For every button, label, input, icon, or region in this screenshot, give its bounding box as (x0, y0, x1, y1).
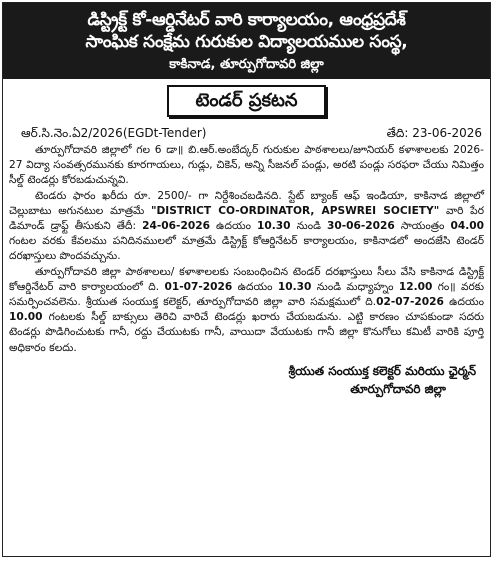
tender-notice (2, 2, 491, 557)
title-area (3, 79, 490, 117)
submission-noon-text: నుండి మధ్యాహ్నం (311, 280, 399, 293)
signatory-title: శ్రీయుత సంయుక్త కలెక్టర్ మరియు ఛైర్మన్ (288, 363, 476, 378)
opening-morning-text: ఉదయం (443, 296, 484, 309)
reference-line (3, 117, 490, 141)
submission-date: 01-07-2026 (164, 280, 233, 293)
opening-time: 10.00 (9, 311, 43, 324)
signatory-district: తూర్పుగోదావరి జిల్లా (350, 381, 446, 396)
payee-name: "DISTRICT CO-ORDINATOR, APSWREI SOCIETY" (150, 204, 440, 217)
submission-morning-text: ఉదయం (232, 280, 278, 293)
office-header (3, 3, 490, 79)
sale-end-date: 30-06-2026 (327, 220, 395, 233)
opening-date: 02-07-2026 (376, 296, 444, 309)
paragraph-form-purchase (9, 189, 484, 265)
submission-text: తూర్పుగోదావరి జిల్లా పాఠశాలలు/ కళాశాలలకు సంబంధించిన టెండర్ దరఖాస్తులు సీలు వేసి కాకినాడ డిస్ట్రిక్ట్ కోఆర్డినేటర్ వారి కార్యాలయంలో ది. (9, 265, 484, 293)
notice-date: తేది: 23-06-2026 (386, 126, 482, 140)
form-cost-text: టెండరు ఫారం ఖరీదు రూ. 2500/- గా నిర్దేశించబడినది. స్టేట్ బ్యాంక్ ఆఫ్ ఇండియా, కాకినాడ జిల్లాలో చెల్లుబాటు అగునటుల మాత్రమే (9, 189, 484, 217)
office-location: కాకినాడ, తూర్పుగోదావరి జిల్లా (169, 57, 324, 72)
office-collection-text: గంటల వరకు కేవలము పనిదినములలో మాత్రమే డిస్ట్రిక్ట్ కోఆర్డినేటర్ కార్యాలయం, కాకినాడలో అందజేసి టెండర్ దరఖాస్తులు పొందవచ్చును. (9, 235, 484, 263)
notice-body (3, 141, 490, 356)
office-name-line1: డిస్ట్రిక్ట్ కో-ఆర్డినేటర్ వారి కార్యాలయం, ఆంధ్రప్రదేశ్ (87, 10, 406, 30)
paragraph-tender-call: తూర్పుగోదావరి జిల్లాలో గల 6 డా॥ బి.ఆర్.అంబేద్కర్ గురుకుల పాఠశాలలు/జూనియర్ కళాశాలలకు 2026-27 విద్యా సంవత్సరమునకు కూరగాయలు, గుడ్లు, చికెన్, అన్ని సీజనల్ పండ్లు, అరటి పండ్లు సరఫరా చేయు నిమిత్తం సీల్డ్ టెండర్లు కోరబడుచున్నవి. (9, 144, 484, 187)
reference-number: ఆర్.సి.నెం.ఏ2/2026(EGDt-Tender) (21, 126, 207, 140)
evening-text: సాయంత్రం (394, 220, 451, 233)
sale-start-date: 24-06-2026 (142, 220, 210, 233)
sale-start-time: 10.30 (257, 220, 291, 233)
office-name-line2: సాంఘిక సంక్షేమ గురుకుల విద్యాలయముల సంస్థ, (85, 32, 408, 52)
sale-end-time: 04.00 (450, 220, 484, 233)
from-text: నుండి (290, 220, 328, 233)
paragraph-submission (9, 265, 484, 356)
dd-text: వారి పేర డిమాండ్ డ్రాఫ్ట్ తీసుకుని తేదీ: (9, 204, 484, 233)
submission-end-time: 12.00 (398, 280, 433, 293)
signature-block (3, 356, 490, 398)
collector-presence-text: గం॥ వరకు సమర్పించవలెను. శ్రీయుత సంయుక్త కలెక్టర్, తూర్పుగోదావరి జిల్లా వారి సమక్షములో ది. (9, 280, 484, 309)
committee-authority-text: గంటలకు సీల్డ్ బాక్సులు తెరిచి వారిచే టెండర్లు ఖరారు చేయబడును. ఎట్టి కారణం చూపకుండా సదరు టెండర్లు పొడిగించుటకు గానీ, రద్దు చేయుటకు గానీ, వాయిదా వేయుటకు గానీ జిల్లా కొనుగోలు కమిటీ వారికి పూర్తి అధికారం కలదు. (9, 311, 484, 354)
notice-title: టెండర్ ప్రకటన (167, 85, 325, 117)
morning-text: ఉదయం (209, 220, 258, 233)
submission-start-time: 10.30 (277, 280, 312, 293)
